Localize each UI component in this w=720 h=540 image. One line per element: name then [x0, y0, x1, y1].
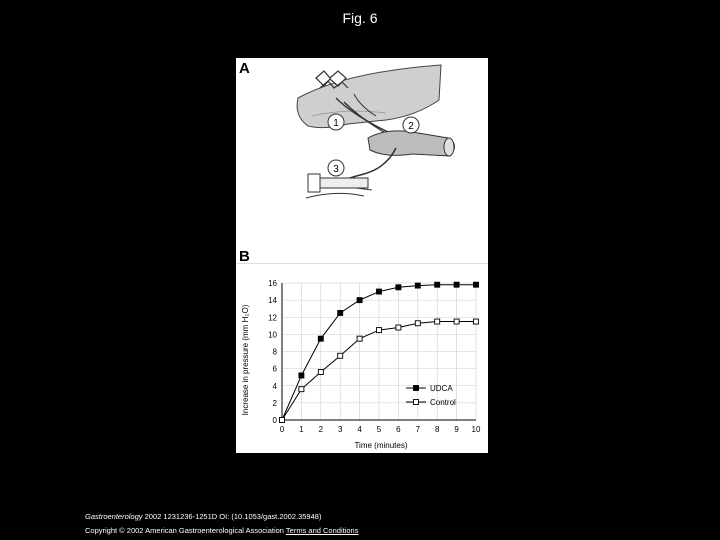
slide-title: Fig. 6 [342, 10, 378, 26]
data-point [415, 321, 420, 326]
x-tick-label: 0 [279, 425, 285, 434]
tick-labels [268, 279, 481, 434]
liver-shape [297, 65, 441, 128]
callout-3: 3 [333, 164, 339, 175]
panel-a-label: A [239, 60, 250, 77]
data-point [454, 282, 459, 287]
citation-details: 2002 1231236-1251D OI: (10.1053/gast.2002.35948) [142, 512, 322, 521]
anatomical-illustration [236, 58, 488, 206]
data-point [415, 283, 420, 288]
y-tick-label: 2 [272, 398, 277, 408]
x-tick-label: 2 [318, 425, 324, 434]
journal-name: Gastroenterology [85, 512, 143, 521]
figure-panel [236, 58, 488, 453]
data-point [454, 319, 459, 324]
data-point [474, 319, 479, 324]
x-tick-label: 4 [357, 425, 362, 434]
data-point [357, 336, 362, 341]
panel-divider [236, 263, 488, 264]
x-tick-label: 3 [337, 425, 343, 434]
legend-marker [414, 386, 419, 391]
x-tick-label: 5 [376, 425, 382, 434]
data-point [338, 310, 343, 315]
data-point [377, 289, 382, 294]
pressure-line-chart [236, 268, 488, 453]
callout-2: 2 [408, 121, 414, 132]
legend [406, 384, 456, 407]
data-point [338, 353, 343, 358]
citation [85, 513, 321, 521]
x-tick-label: 8 [434, 425, 440, 434]
data-point [318, 370, 323, 375]
data-point [435, 282, 440, 287]
y-tick-label: 8 [272, 347, 277, 357]
y-tick-label: 14 [268, 296, 277, 306]
data-point [280, 418, 285, 423]
data-point [435, 319, 440, 324]
data-point [357, 298, 362, 303]
callout-1: 1 [333, 118, 339, 129]
y-tick-label: 12 [268, 313, 277, 323]
x-axis-label: Time (minutes) [354, 441, 408, 450]
data-point [318, 336, 323, 341]
y-tick-label: 16 [268, 279, 277, 288]
y-tick-label: 0 [272, 416, 277, 425]
panel-b-label: B [239, 248, 250, 265]
copyright-text: Copyright © 2002 American Gastroenterological Association [85, 526, 284, 535]
terms-link[interactable]: Terms and Conditions [285, 526, 359, 535]
data-point [474, 282, 479, 287]
y-tick-label: 4 [272, 381, 277, 391]
legend-label: Control [430, 398, 456, 407]
data-point [299, 373, 304, 378]
x-tick-label: 10 [471, 425, 481, 434]
x-tick-label: 6 [396, 425, 401, 434]
duodenum-shape [368, 131, 455, 156]
y-tick-label: 10 [268, 330, 277, 340]
data-point [396, 325, 401, 330]
data-point [377, 328, 382, 333]
legend-item [406, 398, 456, 407]
x-tick-label: 7 [415, 425, 421, 434]
legend-marker [414, 400, 419, 405]
y-tick-label: 6 [272, 364, 277, 374]
x-tick-label: 1 [299, 425, 304, 434]
legend-label: UDCA [430, 384, 453, 393]
copyright-line [85, 527, 358, 535]
data-point [396, 285, 401, 290]
y-axis-label: Increase in pressure (mm H₂O) [241, 304, 250, 416]
data-point [299, 387, 304, 392]
x-tick-label: 9 [454, 425, 459, 434]
legend-item [406, 384, 453, 393]
